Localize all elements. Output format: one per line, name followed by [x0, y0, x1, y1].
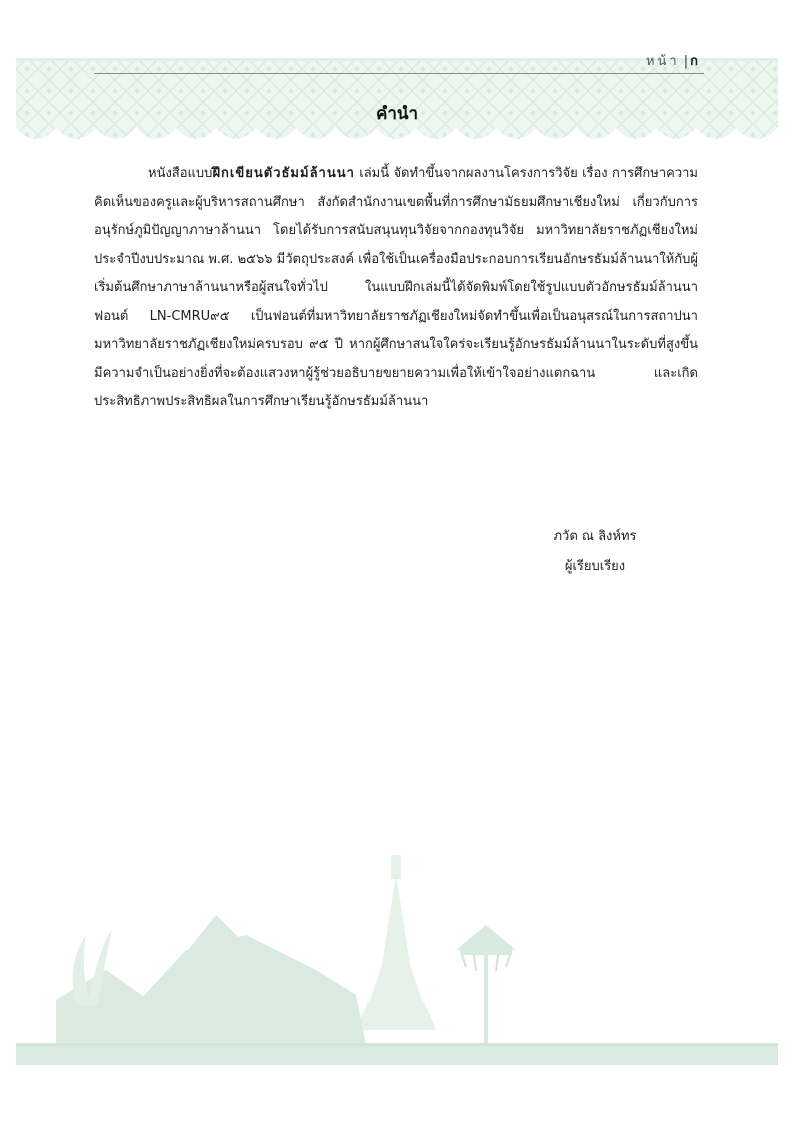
book-title-bold: ฝึกเขียนตัวธัมม์ล้านนา: [212, 166, 355, 181]
preface-paragraph: [94, 160, 698, 417]
author-name: ภวัต ณ ลิงห์ทร: [553, 529, 637, 544]
header-rule: [94, 73, 704, 74]
page-separator: |: [683, 54, 689, 69]
page-label: หน้า: [645, 54, 680, 69]
page-title: คำนำ: [375, 104, 419, 124]
footer-temple-illustration: [16, 855, 778, 1065]
paragraph-body: เล่มนี้ จัดทำขึ้นจากผลงานโครงการวิจัย เรื่อง การศึกษาความคิดเห็นของครูและผู้บริหารสถานศึกษา สังกัดสำนักงานเขตพื้นที่การศึกษามัธยมศึกษาเชียงใหม่ เกี่ยวกับการอนุรักษ์ภูมิปัญญาภาษาล้านนา โดยได้รับการสนับสนุนทุนวิจัยจากกองทุนวิจัย มหาวิทยาลัยราชภัฏเชียงใหม่ ประจำปีงบประมาณ พ.ศ. ๒๕๖๖ มีวัตถุประสงค์ เพื่อใช้เป็นเครื่องมือประกอบการเรียนอักษรธัมม์ล้านนาให้กับผู้เริ่มต้นศึกษาภาษาล้านนาหรือผู้สนใจทั่วไป ในแบบฝึกเล่มนี้ได้จัดพิมพ์โดยใช้รูปแบบตัวอักษรธัมม์ล้านนาฟอนต์ LN-CMRU๙๕ เป็นฟอนต์ที่มหาวิทยาลัยราชภัฏเชียงใหม่จัดทำขึ้นเพื่อเป็นอนุสรณ์ในการสถาปนามหาวิทยาลัยราชภัฏเชียงใหม่ครบรอบ ๙๕ ปี หากผู้ศึกษาสนใจใคร่จะเรียนรู้อักษรธัมม์ล้านนาในระดับที่สูงขึ้น มีความจำเป็นอย่างยิ่งที่จะต้องแสวงหาผู้รู้ช่วยอธิบายขยายความเพื่อให้เข้าใจอย่างแตกฉาน และเกิดประสิทธิภาพประสิทธิผลในการศึกษาเรียนรู้อักษรธัมม์ล้านนา: [94, 166, 698, 409]
author-role: ผู้เรียบเรียง: [564, 559, 626, 574]
page-number: ก: [690, 54, 698, 69]
signature-block: [520, 522, 670, 582]
page-number-label: [646, 50, 698, 71]
paragraph-lead: หนังสือแบบ: [148, 166, 213, 181]
